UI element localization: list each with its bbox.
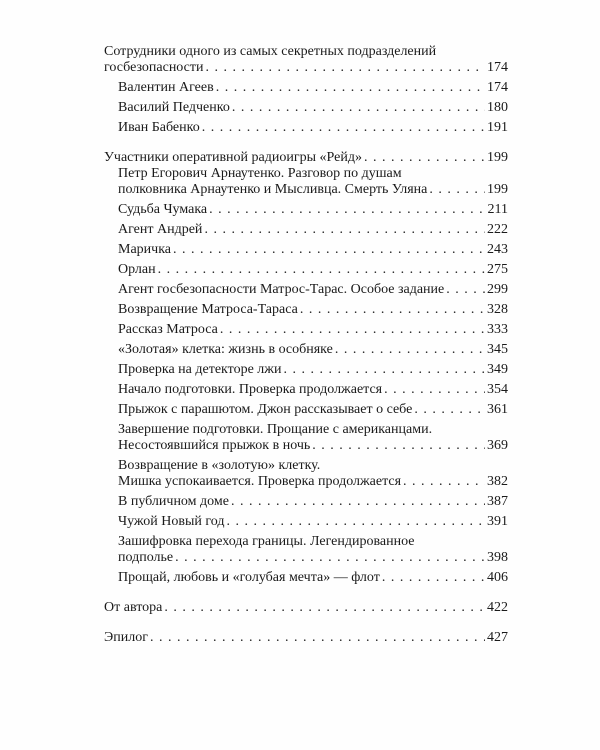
toc-entry-page: 391 [487,514,508,529]
toc-entry[interactable] [118,514,508,530]
toc-entry[interactable] [118,282,508,298]
table-of-contents [104,44,508,646]
toc-entry-page: 180 [487,100,508,115]
toc-entry[interactable] [118,342,508,358]
toc-entry-page: 199 [487,182,508,197]
toc-entry[interactable] [118,458,508,490]
toc-entry-page: 354 [487,382,508,397]
toc-entry[interactable] [118,120,508,136]
toc-entry-page: 427 [487,630,508,645]
toc-entry-title-line: Возвращение в «золотую» клетку. [118,458,321,473]
toc-entry[interactable] [118,262,508,278]
dot-leader [414,402,485,418]
toc-entry-title: Начало подготовки. Проверка продолжается [118,382,383,397]
toc-entry-page: 369 [487,438,508,453]
dot-leader [209,202,485,218]
dot-leader [382,570,485,586]
dot-leader [173,242,485,258]
toc-entry-page: 406 [487,570,508,585]
toc-entry-title: Василий Педченко [118,100,230,115]
toc-entry-title: Судьба Чумака [118,202,208,217]
toc-entry[interactable] [118,534,508,566]
toc-entry[interactable] [118,80,508,96]
toc-entry[interactable] [118,494,508,510]
toc-entry-page: 361 [487,402,508,417]
toc-entry-title: Несостоявшийся прыжок в ночь [118,438,311,453]
toc-entry-page: 222 [487,222,508,237]
toc-entry-page: 174 [487,80,508,95]
toc-entry-page: 382 [487,474,508,489]
dot-leader [403,474,485,490]
toc-entry-title: Агент госбезопасности Матрос-Тарас. Особое задание [118,282,445,297]
toc-entry-title: «Золотая» клетка: жизнь в особняке [118,342,333,357]
toc-entry[interactable] [118,302,508,318]
toc-entry-title: Участники оперативной радиоигры «Рейд» [104,150,362,165]
toc-entry-title: Прыжок с парашютом. Джон рассказывает о себе [118,402,413,417]
toc-entry-title: Агент Андрей [118,222,203,237]
toc-entry-title: Иван Бабенко [118,120,200,135]
toc-entry-title: полковника Арнаутенко и Мысливца. Смерть Уляна [118,182,428,197]
toc-entry[interactable] [118,202,508,218]
toc-entry-page: 422 [487,600,508,615]
toc-entry-page: 333 [487,322,508,337]
toc-entry-page: 299 [487,282,508,297]
toc-entry[interactable] [118,242,508,258]
toc-entry[interactable] [104,150,508,166]
dot-leader [446,282,485,298]
toc-entry-title: В публичном доме [118,494,229,509]
toc-entry-title: Орлан [118,262,156,277]
toc-entry-page: 199 [487,150,508,165]
toc-entry-title: Рассказ Матроса [118,322,218,337]
toc-entry-title: Прощай, любовь и «голубая мечта» — флот [118,570,380,585]
toc-entry[interactable] [118,222,508,238]
toc-entry-page: 211 [487,202,508,217]
dot-leader [429,182,485,198]
toc-entry-title: подполье [118,550,174,565]
toc-entry-title: От автора [104,600,163,615]
dot-leader [220,322,485,338]
dot-leader [232,100,485,116]
dot-leader [202,120,485,136]
dot-leader [226,514,485,530]
dot-leader [204,222,485,238]
toc-entry[interactable] [118,402,508,418]
dot-leader [384,382,485,398]
dot-leader [312,438,485,454]
toc-entry-title-line: Зашифровка перехода границы. Легендированное [118,534,415,549]
toc-entry-page: 349 [487,362,508,377]
dot-leader [283,362,485,378]
toc-entry[interactable] [104,600,508,616]
dot-leader [175,550,485,566]
toc-entry-page: 191 [487,120,508,135]
toc-entry-title: Валентин Агеев [118,80,214,95]
toc-entry-title-line: Сотрудники одного из самых секретных подразделений [104,44,437,59]
toc-entry-page: 174 [487,60,508,75]
dot-leader [150,630,485,646]
toc-entry-page: 243 [487,242,508,257]
dot-leader [300,302,485,318]
toc-entry-title: Возвращение Матроса-Тараса [118,302,298,317]
toc-entry-title: госбезопасности [104,60,204,75]
dot-leader [231,494,485,510]
toc-entry-title: Эпилог [104,630,148,645]
toc-entry[interactable] [104,630,508,646]
dot-leader [164,600,485,616]
toc-entry-title-line: Петр Егорович Арнаутенко. Разговор по душам [118,166,402,181]
toc-entry[interactable] [118,100,508,116]
toc-entry-page: 328 [487,302,508,317]
toc-entry-page: 398 [487,550,508,565]
dot-leader [205,60,485,76]
toc-entry[interactable] [118,362,508,378]
toc-entry[interactable] [118,422,508,454]
toc-entry-page: 387 [487,494,508,509]
dot-leader [216,80,485,96]
toc-entry-title: Мишка успокаивается. Проверка продолжается [118,474,402,489]
toc-entry-title: Проверка на детекторе лжи [118,362,282,377]
toc-entry-page: 345 [487,342,508,357]
dot-leader [335,342,485,358]
dot-leader [158,262,485,278]
toc-entry[interactable] [118,166,508,198]
toc-entry[interactable] [104,44,508,76]
toc-entry-title: Чужой Новый год [118,514,225,529]
toc-entry[interactable] [118,382,508,398]
dot-leader [364,150,485,166]
toc-entry[interactable] [118,570,508,586]
toc-entry-title-line: Завершение подготовки. Прощание с американцами. [118,422,433,437]
toc-entry-title: Маричка [118,242,171,257]
toc-entry[interactable] [118,322,508,338]
toc-entry-page: 275 [487,262,508,277]
